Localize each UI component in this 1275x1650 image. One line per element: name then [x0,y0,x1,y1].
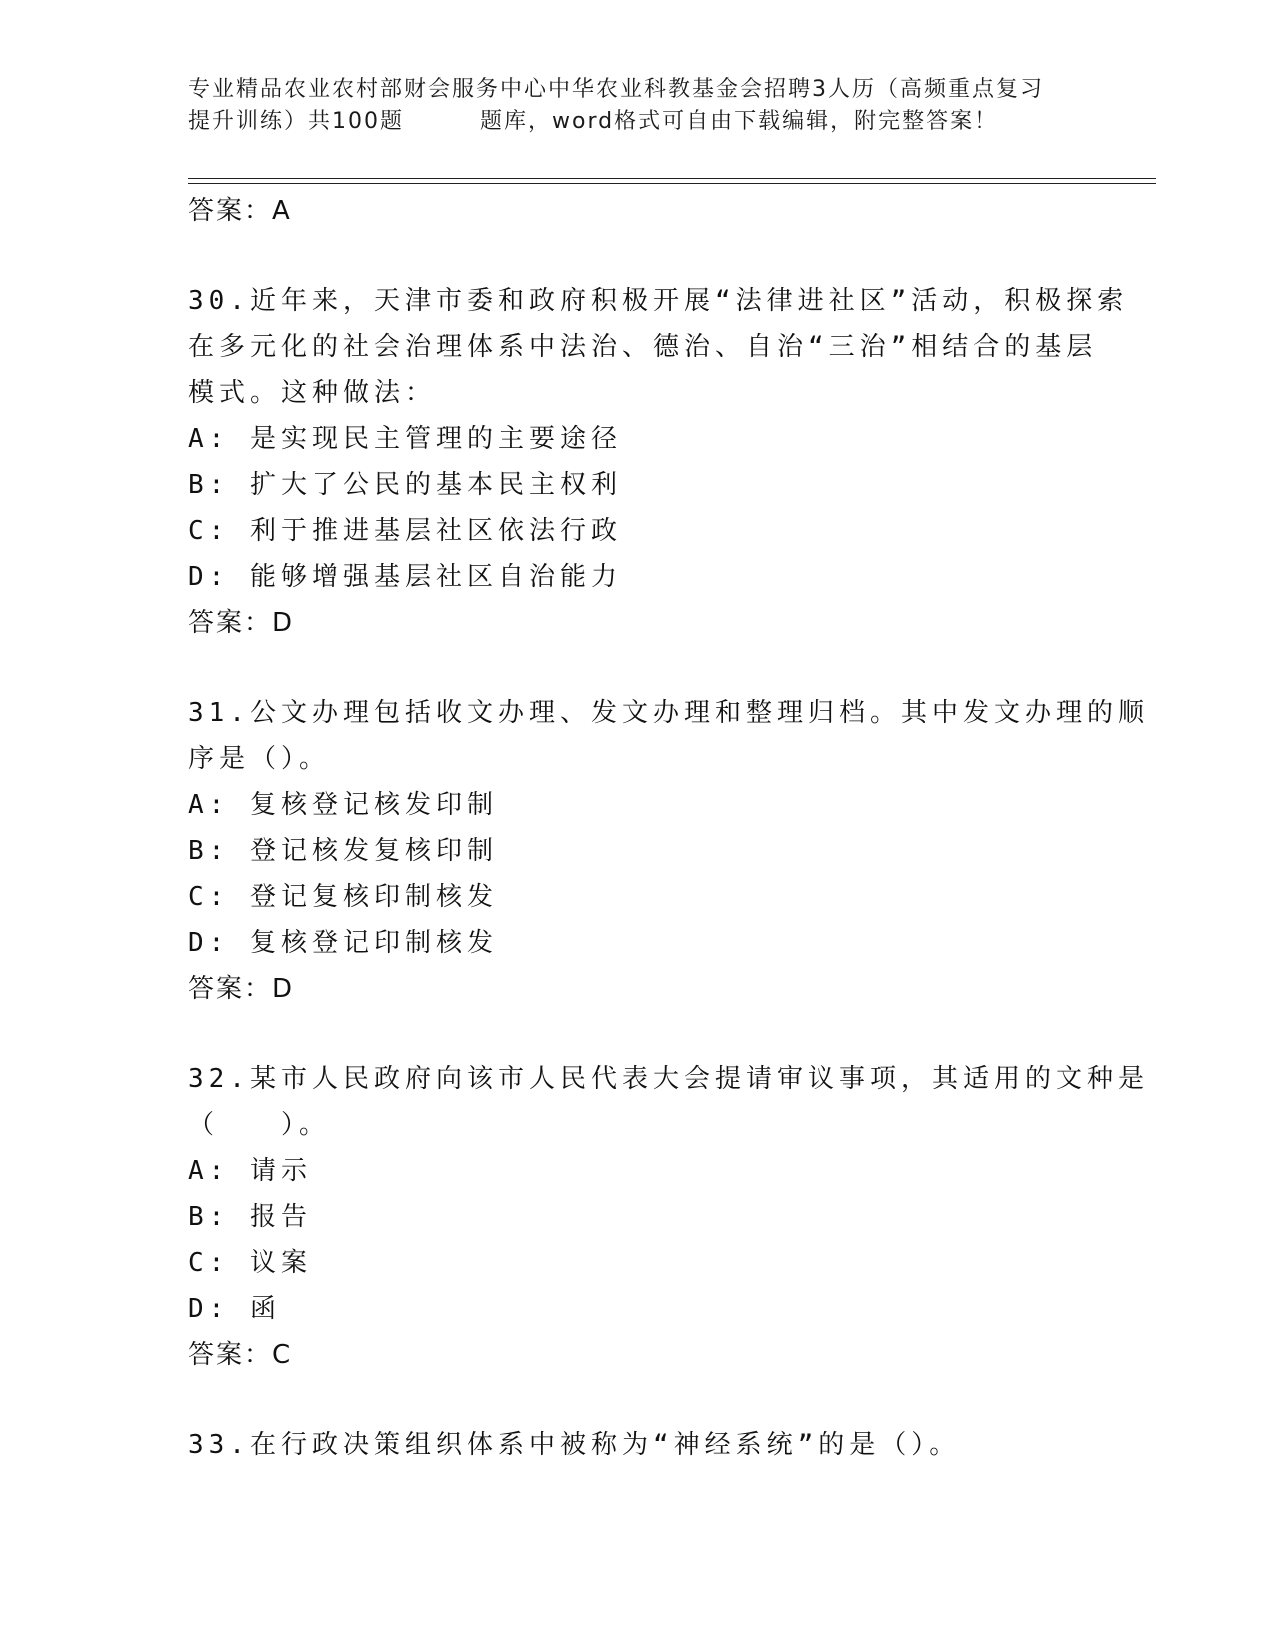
option-d: D: 复核登记印制核发 [188,928,498,958]
header-line-2-part-1: 提升训练）共100题 [188,109,404,134]
page-header [188,74,1088,138]
header-rule-bottom [188,183,1156,184]
option-a: A: 复核登记核发印制 [188,790,498,820]
question-text-line: 30.近年来，天津市委和政府积极开展“法律进社区”活动，积极探索 [188,286,1129,316]
question-text-line: 序是（）。 [188,744,331,774]
question-text-line: 模式。这种做法： [188,378,437,408]
option-b: B: 登记核发复核印制 [188,836,498,866]
question-text-line: 31.公文办理包括收文办理、发文办理和整理归档。其中发文办理的顺 [188,698,1149,728]
option-d: D: 能够增强基层社区自治能力 [188,562,622,592]
question-text-line: 33.在行政决策组织体系中被称为“神经系统”的是（）。 [188,1430,961,1460]
question-text-line: （ ）。 [188,1110,331,1140]
answer-line: 答案：C [188,1340,293,1370]
option-d: D: 函 [188,1294,281,1324]
question-text-line: 在多元化的社会治理体系中法治、德治、自治“三治”相结合的基层 [188,332,1098,362]
option-c: C: 利于推进基层社区依法行政 [188,516,622,546]
question-32 [188,1056,1149,1378]
question-content [188,188,1149,1468]
option-c: C: 登记复核印制核发 [188,882,498,912]
option-a: A: 请示 [188,1156,312,1186]
header-line-1: 专业精品农业农村部财会服务中心中华农业科教基金会招聘3人历（高频重点复习 [188,77,1044,102]
header-line-2-part-2: 题库，word格式可自由下载编辑，附完整答案！ [480,109,999,134]
answer-line: 答案：A [188,196,292,226]
answer-line: 答案：D [188,608,295,638]
question-text-line: 32.某市人民政府向该市人民代表大会提请审议事项，其适用的文种是 [188,1064,1149,1094]
answer-line: 答案：D [188,974,295,1004]
header-line-2 [188,106,1088,138]
option-c: C: 议案 [188,1248,312,1278]
option-a: A: 是实现民主管理的主要途径 [188,424,622,454]
question-33 [188,1422,1088,1468]
header-rule-top [188,178,1156,179]
question-30 [188,278,1129,646]
question-31 [188,690,1149,1012]
option-b: B: 扩大了公民的基本民主权利 [188,470,622,500]
option-b: B: 报告 [188,1202,312,1232]
